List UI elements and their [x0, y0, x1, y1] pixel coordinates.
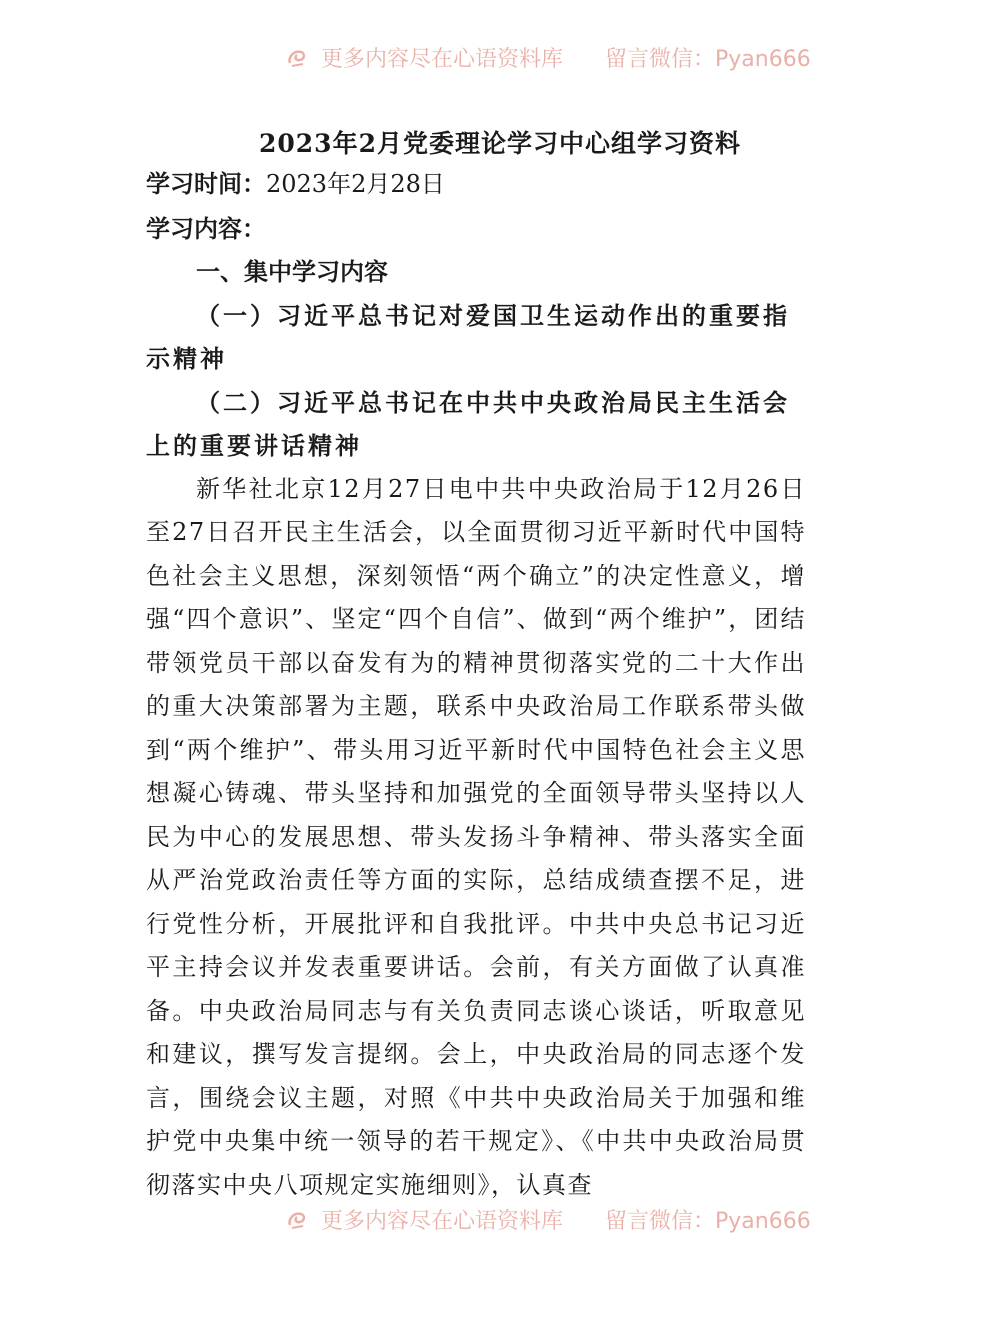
item-heading-2: （二）习近平总书记在中共中央政治局民主生活会上的重要讲话精神	[146, 387, 790, 460]
watermark-left-text: 更多内容尽在心语资料库	[321, 47, 564, 72]
document-title: 2023年2月党委理论学习中心组学习资料	[259, 129, 741, 158]
watermark-header	[286, 42, 811, 78]
section-heading: 一、集中学习内容	[196, 257, 388, 286]
document-body	[146, 162, 806, 1207]
item-heading-1: （一）习近平总书记对爱国卫生运动作出的重要指示精神	[146, 300, 790, 373]
watermark-logo-icon	[286, 1209, 308, 1231]
watermark-right-text: 留言微信：Pyan666	[605, 47, 811, 72]
body-paragraph: 新华社北京12月27日电中共中央政治局于12月26日至27日召开民主生活会，以全面贯彻习近平新时代中国特色社会主义思想，深刻领悟“两个确立”的决定性意义，增强“四个意识”、坚定“四个自信”、做到“两个维护”，团结带领党员干部以奋发有为的精神贯彻落实党的二十大作出的重大决策部署为主题，联系中央政治局工作联系带头做到“两个维护”、带头用习近平新时代中国特色社会主义思想凝心铸魂、带头坚持和加强党的全面领导带头坚持以人民为中心的发展思想、带头发扬斗争精神、带头落实全面从严治党政治责任等方面的实际，总结成绩查摆不足，进行党性分析，开展批评和自我批评。中共中央总书记习近平主持会议并发表重要讲话。会前，有关方面做了认真准备。中央政治局同志与有关负责同志谈心谈话，听取意见和建议，撰写发言提纲。会上，中央政治局的同志逐个发言，围绕会议主题，对照《中共中央政治局关于加强和维护党中央集中统一领导的若干规定》、《中共中央政治局贯彻落实中央八项规定实施细则》，认真查	[146, 474, 806, 1199]
study-time-row	[146, 162, 806, 207]
watermark-logo-icon	[286, 47, 308, 69]
watermark-footer	[286, 1204, 811, 1240]
study-content-label: 学习内容：	[146, 213, 266, 243]
watermark-left-text: 更多内容尽在心语资料库	[321, 1209, 564, 1234]
study-time-value: 2023年2月28日	[266, 170, 445, 198]
watermark-right-text: 留言微信：Pyan666	[605, 1209, 811, 1234]
study-time-label: 学习时间：	[146, 169, 266, 198]
